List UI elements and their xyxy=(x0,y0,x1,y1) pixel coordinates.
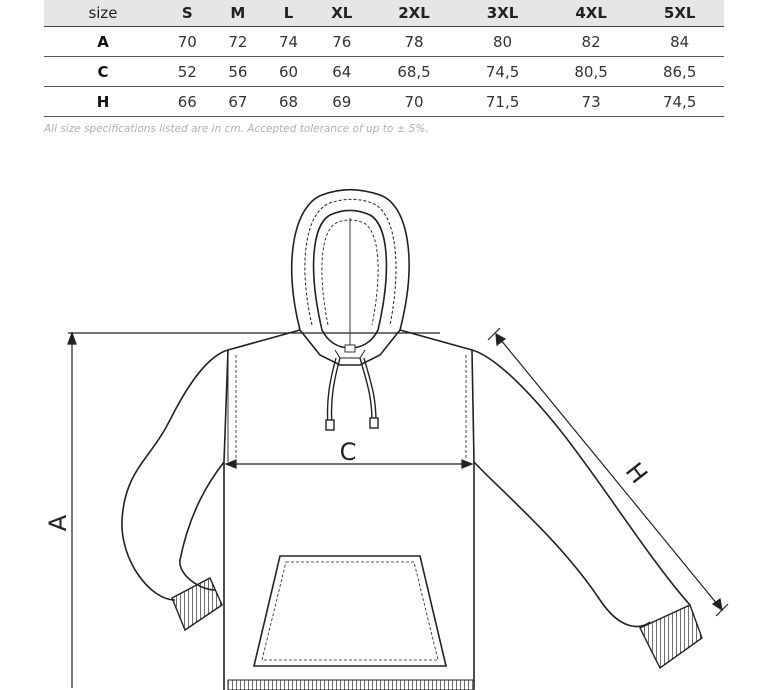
header-cell: 4XL xyxy=(547,0,636,27)
table-cell: 78 xyxy=(370,27,459,57)
header-cell: M xyxy=(213,0,264,27)
table-cell: 80 xyxy=(458,27,547,57)
table-cell: 68,5 xyxy=(370,57,459,87)
table-cell: 76 xyxy=(314,27,370,57)
row-label: C xyxy=(44,57,162,87)
drawstrings xyxy=(326,358,378,430)
table-cell: 80,5 xyxy=(547,57,636,87)
header-cell: 3XL xyxy=(458,0,547,27)
table-cell: 67 xyxy=(213,87,264,117)
table-cell: 66 xyxy=(162,87,213,117)
header-cell: S xyxy=(162,0,213,27)
measurement-h xyxy=(488,328,728,616)
kangaroo-pocket xyxy=(254,556,446,666)
table-cell: 82 xyxy=(547,27,636,57)
table-cell: 68 xyxy=(263,87,314,117)
table-cell: 74 xyxy=(263,27,314,57)
table-cell: 64 xyxy=(314,57,370,87)
label-a: A xyxy=(44,514,72,532)
table-cell: 52 xyxy=(162,57,213,87)
header-cell: 5XL xyxy=(635,0,724,27)
header-cell: 2XL xyxy=(370,0,459,27)
label-h: H xyxy=(619,457,653,489)
waistband xyxy=(228,680,474,690)
size-note: All size specifications listed are in cm. Accepted tolerance of up to ± 5%. xyxy=(44,123,429,135)
table-cell: 74,5 xyxy=(458,57,547,87)
hood xyxy=(292,190,409,365)
label-c: C xyxy=(339,438,357,466)
row-label: A xyxy=(44,27,162,57)
table-cell: 84 xyxy=(635,27,724,57)
table-cell: 70 xyxy=(162,27,213,57)
row-label: H xyxy=(44,87,162,117)
table-cell: 69 xyxy=(314,87,370,117)
table-cell: 60 xyxy=(263,57,314,87)
table-cell: 72 xyxy=(213,27,264,57)
header-cell: L xyxy=(263,0,314,27)
table-cell: 70 xyxy=(370,87,459,117)
header-cell: XL xyxy=(314,0,370,27)
table-cell: 71,5 xyxy=(458,87,547,117)
table-cell: 86,5 xyxy=(635,57,724,87)
header-cell-size: size xyxy=(44,0,162,27)
table-cell: 74,5 xyxy=(635,87,724,117)
table-cell: 56 xyxy=(213,57,264,87)
table-cell: 73 xyxy=(547,87,636,117)
